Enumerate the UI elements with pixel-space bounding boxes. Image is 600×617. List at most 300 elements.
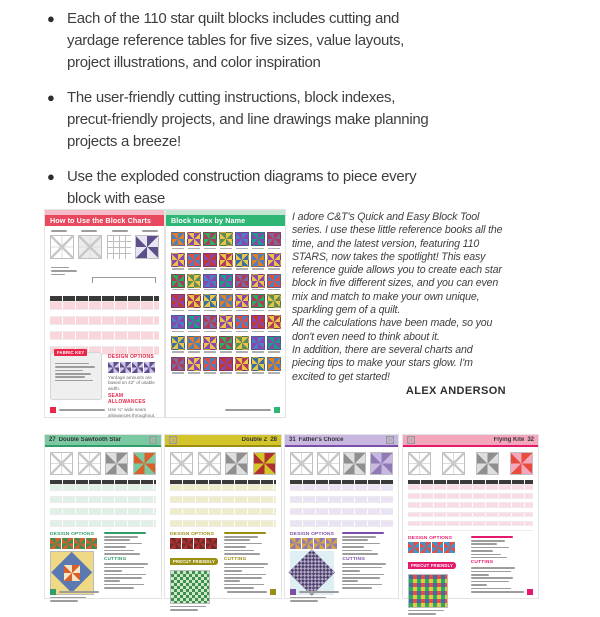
- page-footer: [408, 589, 533, 595]
- block-name-caption: [204, 248, 216, 249]
- design-options-strip: [108, 362, 160, 373]
- block-name-caption: [220, 310, 232, 311]
- micro-label: [81, 230, 97, 232]
- micro-text-line: [342, 574, 384, 576]
- quilt-block-thumbnail: [171, 274, 185, 288]
- micro-text-line: [104, 563, 148, 565]
- micro-text-line: [342, 570, 360, 572]
- index-block-cell: [187, 336, 201, 353]
- star-center: [64, 565, 81, 582]
- index-block-cell: [187, 232, 201, 249]
- key-line: [55, 376, 85, 378]
- quilt-block-thumbnail: [203, 253, 217, 267]
- micro-text-line: [471, 584, 487, 586]
- block-example-row: [50, 235, 159, 259]
- finished-sizes-bracket: [92, 277, 156, 283]
- micro-text-line: [342, 553, 378, 555]
- index-block-cell: [235, 294, 249, 311]
- design-options-column: [408, 534, 467, 617]
- index-block-cell: [267, 253, 281, 270]
- micro-text-line: [342, 567, 382, 569]
- micro-text-line: [104, 553, 140, 555]
- block-icon: [386, 436, 394, 444]
- micro-text-line: [342, 539, 368, 541]
- index-block-cell: [171, 294, 185, 311]
- key-line: [55, 370, 83, 372]
- micro-text-line: [104, 567, 144, 569]
- yardage-cutting-column: [224, 530, 276, 613]
- index-block-cell: [203, 274, 217, 291]
- quilt-block-thumbnail: [251, 253, 265, 267]
- page-footer: [171, 407, 280, 413]
- bullet-icon: ●: [47, 90, 55, 105]
- index-block-cell: [203, 315, 217, 332]
- block-variations-row: [285, 447, 398, 475]
- page-footer: [50, 407, 159, 413]
- block-name-caption: [268, 372, 280, 373]
- project-illustration: [170, 570, 210, 604]
- annotation-line: [51, 267, 69, 269]
- seam-allowances-note: Use ¼" wide seam allowances throughout.: [108, 407, 156, 418]
- testimonial-author: ALEX ANDERSON: [405, 385, 506, 397]
- index-block-cell: [235, 232, 249, 249]
- yardage-heading-line: [104, 532, 146, 534]
- micro-text-line: [224, 550, 254, 552]
- block-name-caption: [204, 331, 216, 332]
- block-page-number: 28: [270, 437, 277, 443]
- block-name-caption: [236, 331, 248, 332]
- block-name-caption: [252, 289, 264, 290]
- index-block-cell: [251, 294, 265, 311]
- cutting-table: [50, 480, 156, 527]
- bullet-text: Use the exploded construction diagrams to piece every block with ease: [67, 168, 417, 207]
- block-name-caption: [268, 268, 280, 269]
- block-name-caption: [188, 351, 200, 352]
- design-option-block: [290, 538, 301, 549]
- block-name-caption: [188, 289, 200, 290]
- block-name-caption: [268, 289, 280, 290]
- micro-text-line: [342, 577, 380, 579]
- page-footer: [50, 589, 156, 595]
- design-options-heading: DESIGN OPTIONS: [290, 532, 335, 537]
- index-block-cell: [251, 274, 265, 291]
- micro-text-line: [104, 543, 142, 545]
- bullet-icon: ●: [47, 11, 55, 26]
- micro-label: [142, 230, 158, 232]
- block-name-caption: [220, 248, 232, 249]
- line-drawing-block: [408, 452, 431, 475]
- quilt-block-thumbnail: [171, 336, 185, 350]
- quilt-block-thumbnail: [203, 357, 217, 371]
- micro-text-line: [224, 584, 264, 586]
- block-name-caption: [188, 248, 200, 249]
- quilt-block-thumbnail: [187, 232, 201, 246]
- micro-text-line: [224, 536, 258, 538]
- cutting-heading: CUTTING: [470, 560, 494, 566]
- cutting-chart-table: [50, 296, 159, 355]
- quilt-block-thumbnail: [235, 315, 249, 329]
- index-block-cell: [203, 253, 217, 270]
- annotation-line: [51, 274, 65, 276]
- block-variations-row: [165, 447, 281, 475]
- block-page-number: 31: [289, 437, 296, 443]
- block-name-caption: [220, 289, 232, 290]
- footer-text-line: [299, 591, 339, 593]
- design-options-strip: [170, 538, 220, 549]
- micro-text-line: [342, 584, 382, 586]
- quilt-block-thumbnail: [187, 315, 201, 329]
- table-row: [50, 317, 159, 325]
- index-block-cell: [171, 315, 185, 332]
- column-labels: [51, 230, 158, 232]
- index-block-cell: [219, 357, 233, 374]
- block-name-caption: [188, 310, 200, 311]
- micro-text-line: [224, 539, 250, 541]
- footer-text-line: [484, 591, 524, 593]
- design-option-block: [144, 362, 155, 373]
- design-option-block: [108, 362, 119, 373]
- micro-text-line: [104, 570, 122, 572]
- block-name-caption: [204, 268, 216, 269]
- index-block-cell: [203, 336, 217, 353]
- testimonial-quote: [292, 211, 504, 384]
- quilt-block-thumbnail: [251, 294, 265, 308]
- block-name-caption: [220, 351, 232, 352]
- yardage-cutting-column: [471, 534, 533, 617]
- design-option-block: [170, 538, 181, 549]
- page-header: Block Index by Name: [166, 215, 285, 226]
- index-block-cell: [219, 294, 233, 311]
- cutting-table: [290, 480, 393, 527]
- index-block-cell: [235, 274, 249, 291]
- block-name-caption: [252, 372, 264, 373]
- bullet-item: [47, 166, 432, 210]
- quilt-block-thumbnail: [187, 294, 201, 308]
- design-options-strip: [290, 538, 338, 549]
- page-number-badge: [50, 589, 56, 595]
- block-page-title: Flying Kite: [493, 437, 525, 443]
- table-row: [50, 302, 159, 310]
- testimonial-paragraph: In addition, there are several charts and piecing tips to make your stars glow. I'm excited to get started!: [292, 343, 473, 383]
- line-drawing-block: [78, 452, 101, 475]
- design-options-column: [170, 530, 220, 613]
- index-block-cell: [219, 315, 233, 332]
- block-name-caption: [172, 372, 184, 373]
- micro-text-line: [408, 613, 436, 615]
- testimonial-paragraph: I adore C&T's Quick and Easy Block Tool series. I use these little reference books all the time, and the latest version, featuring 110 STARS, now takes the spotlight! This easy reference guide allows you to create each star block in five different sizes, and you can even mix and match to make your own unique, sparkling gem of a quilt.: [292, 211, 503, 317]
- micro-text-line: [224, 543, 262, 545]
- block-index-grid: [171, 232, 280, 374]
- micro-text-line: [224, 574, 266, 576]
- block-name-caption: [252, 331, 264, 332]
- micro-text-line: [471, 550, 493, 552]
- bullet-item: [47, 87, 432, 153]
- table-row: [50, 332, 159, 340]
- micro-text-line: [104, 574, 146, 576]
- quilt-block-thumbnail: [251, 357, 265, 371]
- micro-text-line: [290, 597, 326, 599]
- block-page-title: Double Z: [241, 437, 268, 443]
- quilt-block-thumbnail: [235, 274, 249, 288]
- line-drawing-block: [170, 452, 193, 475]
- finished-block-sample: [135, 235, 159, 259]
- page-columns: [403, 531, 538, 617]
- fabric-key-label: FABRIC KEY: [54, 349, 87, 356]
- micro-text-line: [471, 543, 497, 545]
- block-name-caption: [188, 268, 200, 269]
- piecing-diagram: [107, 235, 131, 259]
- colored-block: [370, 452, 393, 475]
- index-block-cell: [187, 274, 201, 291]
- design-options-strip: [408, 542, 467, 553]
- page-number-badge: [50, 407, 56, 413]
- grayscale-block: [476, 452, 499, 475]
- micro-text-line: [471, 571, 511, 573]
- index-block-cell: [267, 315, 281, 332]
- block-page-header: [165, 435, 281, 445]
- book-spread-preview: [45, 210, 285, 417]
- design-options-heading: DESIGN OPTIONS: [108, 354, 154, 360]
- block-name-caption: [236, 351, 248, 352]
- index-block-cell: [203, 294, 217, 311]
- block-name-caption: [268, 310, 280, 311]
- micro-text-line: [342, 550, 372, 552]
- micro-text-line: [224, 553, 260, 555]
- micro-text-line: [224, 563, 268, 565]
- block-page-title: Father's Choice: [298, 437, 344, 443]
- micro-text-line: [104, 580, 120, 582]
- grayscale-block-diagram: [78, 235, 102, 259]
- micro-text-line: [224, 577, 262, 579]
- quilt-block-thumbnail: [251, 274, 265, 288]
- block-variations-row: [403, 447, 538, 475]
- block-name-caption: [236, 310, 248, 311]
- yardage-heading-line: [342, 532, 384, 534]
- key-line: [55, 366, 95, 368]
- index-block-cell: [235, 336, 249, 353]
- block-icon: [149, 436, 157, 444]
- design-options-heading: DESIGN OPTIONS: [170, 532, 215, 537]
- index-block-cell: [219, 336, 233, 353]
- testimonial-paragraph: All the calculations have been made, so you don't even need to think about it.: [292, 317, 493, 343]
- micro-text-line: [104, 536, 138, 538]
- block-name-caption: [252, 351, 264, 352]
- precut-friendly-ribbon: PRECUT FRIENDLY: [408, 562, 456, 569]
- footer-text-line: [59, 409, 105, 411]
- cutting-heading: CUTTING: [103, 556, 127, 562]
- micro-text-line: [224, 570, 242, 572]
- quilt-block-thumbnail: [187, 357, 201, 371]
- quilt-block-thumbnail: [235, 357, 249, 371]
- design-option-block: [194, 538, 205, 549]
- quilt-block-thumbnail: [267, 294, 281, 308]
- quilt-block-thumbnail: [251, 315, 265, 329]
- annotation-line: [51, 270, 77, 272]
- index-block-cell: [219, 253, 233, 270]
- quilt-block-thumbnail: [267, 315, 281, 329]
- micro-text-line: [471, 554, 501, 556]
- bullet-icon: ●: [47, 169, 55, 184]
- block-name-caption: [204, 310, 216, 311]
- block-name-caption: [172, 248, 184, 249]
- quilt-block-thumbnail: [203, 294, 217, 308]
- block-name-caption: [204, 372, 216, 373]
- index-block-cell: [219, 232, 233, 249]
- block-page-title: Double Sawtooth Star: [58, 437, 122, 443]
- line-drawing-block: [317, 452, 340, 475]
- quilt-block-thumbnail: [203, 336, 217, 350]
- index-block-cell: [267, 357, 281, 374]
- design-options-heading: DESIGN OPTIONS: [50, 532, 95, 537]
- micro-text-line: [342, 543, 380, 545]
- quilt-block-thumbnail: [219, 232, 233, 246]
- index-block-cell: [171, 274, 185, 291]
- block-page-header: [45, 435, 161, 445]
- page-number-badge: [527, 589, 533, 595]
- quilt-block-thumbnail: [251, 336, 265, 350]
- index-block-cell: [267, 232, 281, 249]
- key-line: [55, 363, 89, 365]
- chart-annotations: [51, 265, 158, 293]
- quilt-block-thumbnail: [219, 315, 233, 329]
- page-footer: [290, 589, 393, 595]
- quilt-block-thumbnail: [203, 274, 217, 288]
- block-name-caption: [268, 331, 280, 332]
- micro-text-line: [471, 557, 507, 559]
- index-block-cell: [187, 253, 201, 270]
- design-option-block: [420, 542, 431, 553]
- design-option-block: [432, 542, 443, 553]
- key-line: [55, 373, 91, 375]
- quilt-block-thumbnail: [219, 294, 233, 308]
- design-option-block: [74, 538, 85, 549]
- block-icon: [407, 436, 415, 444]
- micro-text-line: [471, 581, 509, 583]
- index-block-cell: [171, 253, 185, 270]
- quilt-block-thumbnail: [235, 294, 249, 308]
- block-name-caption: [172, 331, 184, 332]
- footer-text-line: [227, 591, 267, 593]
- quilt-block-thumbnail: [187, 253, 201, 267]
- block-name-caption: [236, 248, 248, 249]
- quilt-block-thumbnail: [187, 336, 201, 350]
- block-name-caption: [220, 372, 232, 373]
- colored-block: [253, 452, 276, 475]
- design-option-block: [302, 538, 313, 549]
- micro-text-line: [342, 563, 386, 565]
- line-drawing-block: [198, 452, 221, 475]
- precut-friendly-ribbon: PRECUT FRIENDLY: [170, 558, 218, 565]
- block-name-caption: [204, 289, 216, 290]
- quilt-block-thumbnail: [187, 274, 201, 288]
- index-block-cell: [251, 232, 265, 249]
- block-name-caption: [172, 310, 184, 311]
- index-block-cell: [235, 253, 249, 270]
- index-block-cell: [187, 315, 201, 332]
- line-drawing-block: [50, 452, 73, 475]
- quilt-block-thumbnail: [267, 357, 281, 371]
- quilt-block-thumbnail: [171, 315, 185, 329]
- grayscale-block: [343, 452, 366, 475]
- block-name-caption: [188, 331, 200, 332]
- index-block-cell: [251, 253, 265, 270]
- pieced-block-diagram: [50, 235, 74, 259]
- block-page-28: [165, 435, 281, 598]
- colored-block: [510, 452, 533, 475]
- quilt-block-thumbnail: [251, 232, 265, 246]
- design-option-block: [326, 538, 337, 549]
- micro-text-line: [224, 580, 240, 582]
- index-block-cell: [235, 357, 249, 374]
- line-drawing-block: [442, 452, 465, 475]
- quilt-block-thumbnail: [235, 232, 249, 246]
- micro-text-line: [50, 597, 86, 599]
- micro-text-line: [104, 546, 126, 548]
- design-option-block: [182, 538, 193, 549]
- micro-text-line: [170, 606, 206, 608]
- design-option-block: [444, 542, 455, 553]
- micro-text-line: [104, 550, 134, 552]
- page-number-badge: [270, 589, 276, 595]
- micro-text-line: [170, 609, 198, 611]
- block-name-caption: [220, 268, 232, 269]
- block-page-header: [285, 435, 398, 445]
- block-page-31: [285, 435, 398, 598]
- index-block-cell: [171, 336, 185, 353]
- design-options-note: Yardage amounts are based on 42" of usable width.: [108, 374, 155, 391]
- quilt-block-thumbnail: [171, 294, 185, 308]
- quilt-block-thumbnail: [219, 274, 233, 288]
- design-option-block: [408, 542, 419, 553]
- index-block-cell: [235, 315, 249, 332]
- micro-text-line: [290, 600, 318, 602]
- quilt-block-thumbnail: [219, 336, 233, 350]
- index-block-cell: [219, 274, 233, 291]
- footer-text-line: [59, 591, 99, 593]
- block-name-caption: [268, 248, 280, 249]
- micro-label: [51, 230, 67, 232]
- quilt-block-thumbnail: [267, 253, 281, 267]
- line-drawing-block: [290, 452, 313, 475]
- block-variations-row: [45, 447, 161, 475]
- block-name-caption: [220, 331, 232, 332]
- design-option-block: [50, 538, 61, 549]
- page-number-badge: [290, 589, 296, 595]
- quilt-block-thumbnail: [219, 253, 233, 267]
- yardage-heading-line: [471, 536, 513, 538]
- design-option-block: [206, 538, 217, 549]
- block-name-caption: [236, 372, 248, 373]
- quilt-block-thumbnail: [203, 232, 217, 246]
- quilt-block-thumbnail: [267, 232, 281, 246]
- micro-text-line: [342, 536, 376, 538]
- feature-bullet-list: [47, 8, 432, 223]
- design-option-block: [86, 538, 97, 549]
- index-block-cell: [267, 336, 281, 353]
- page-footer: [170, 589, 276, 595]
- index-block-cell: [251, 336, 265, 353]
- key-line: [55, 380, 93, 382]
- page-block-index: [166, 210, 285, 417]
- block-page-number: 27: [49, 437, 56, 443]
- block-name-caption: [172, 351, 184, 352]
- index-block-cell: [267, 294, 281, 311]
- cutting-heading: CUTTING: [223, 556, 247, 562]
- seam-allowances-heading: SEAM ALLOWANCES: [108, 393, 146, 406]
- index-block-cell: [267, 274, 281, 291]
- micro-text-line: [471, 567, 515, 569]
- page-header: How to Use the Block Charts: [45, 215, 164, 226]
